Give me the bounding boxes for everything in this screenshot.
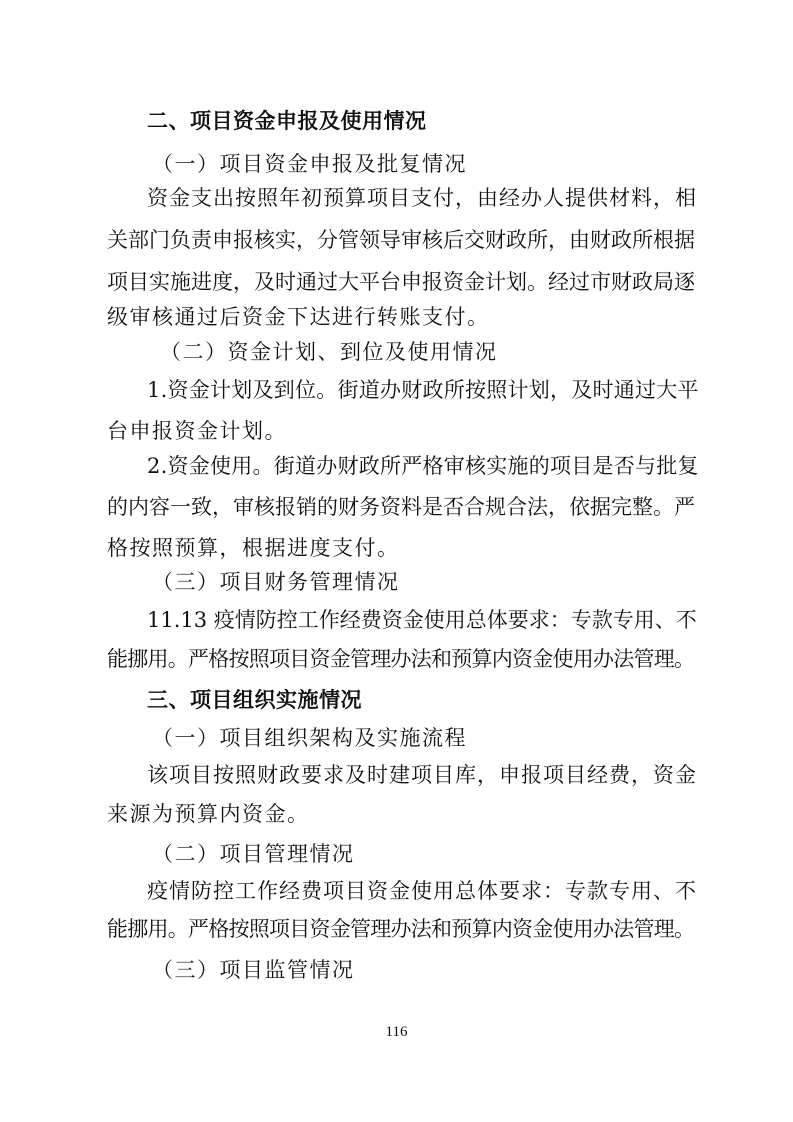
paragraph-line: 11.13 疫情防控工作经费资金使用总体要求：专款专用、不 xyxy=(147,608,697,632)
page-number: 116 xyxy=(385,1024,408,1040)
paragraph-line: 关部门负责申报核实，分管领导审核后交财政所，由财政所根据 xyxy=(107,228,695,252)
paragraph-line: 能挪用。严格按照项目资金管理办法和预算内资金使用办法管理。 xyxy=(107,647,695,671)
paragraph-line: 能挪用。严格按照项目资金管理办法和预算内资金使用办法管理。 xyxy=(107,917,695,941)
paragraph-line: 疫情防控工作经费项目资金使用总体要求：专款专用、不 xyxy=(147,879,697,903)
subsection-heading: （二）项目管理情况 xyxy=(152,842,355,866)
paragraph-line: 1.资金计划及到位。街道办财政所按照计划，及时通过大平 xyxy=(147,378,699,402)
section-heading: 三、项目组织实施情况 xyxy=(147,688,362,712)
subsection-heading: （一）项目资金申报及批复情况 xyxy=(152,152,467,176)
subsection-heading: （三）项目财务管理情况 xyxy=(152,570,400,594)
paragraph-line: 项目实施进度，及时通过大平台申报资金计划。经过市财政局逐 xyxy=(107,270,695,294)
paragraph-line: 2.资金使用。街道办财政所严格审核实施的项目是否与批复 xyxy=(147,454,699,478)
paragraph-line: 来源为预算内资金。 xyxy=(107,802,310,826)
paragraph-line: 资金支出按照年初预算项目支付，由经办人提供材料，相 xyxy=(147,186,697,210)
paragraph-line: 格按照预算，根据进度支付。 xyxy=(107,536,400,560)
subsection-heading: （一）项目组织架构及实施流程 xyxy=(152,726,467,750)
subsection-heading: （二）资金计划、到位及使用情况 xyxy=(160,340,498,364)
paragraph-line: 级审核通过后资金下达进行转账支付。 xyxy=(107,305,490,329)
paragraph-line: 该项目按照财政要求及时建项目库，申报项目经费，资金 xyxy=(147,763,697,787)
paragraph-line: 台申报资金计划。 xyxy=(107,419,287,443)
subsection-heading: （三）项目监管情况 xyxy=(152,958,355,982)
paragraph-line: 的内容一致，审核报销的财务资料是否合规合法，依据完整。严 xyxy=(107,495,695,519)
section-heading: 二、项目资金申报及使用情况 xyxy=(147,109,427,133)
